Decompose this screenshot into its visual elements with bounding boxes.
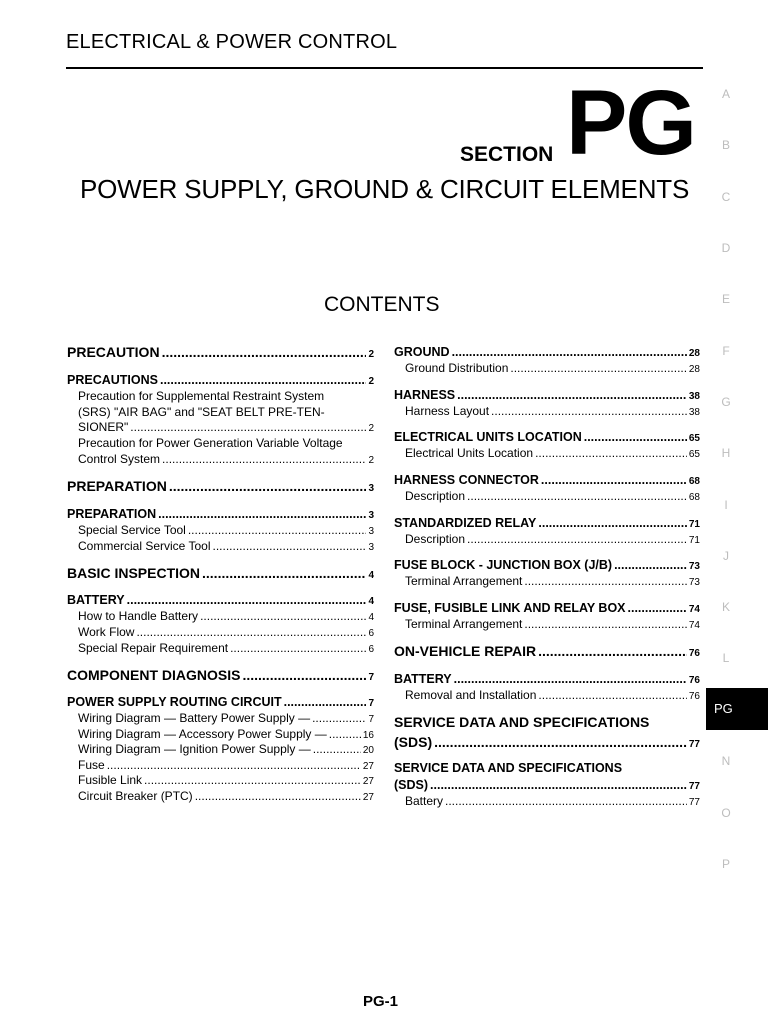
toc-entry[interactable]: Terminal Arrangement ..... 73	[394, 574, 700, 588]
toc-entry[interactable]: BATTERY ..... 76	[394, 672, 700, 686]
header-rule	[66, 67, 703, 69]
toc-entry[interactable]: (SDS) ..... 77	[394, 778, 700, 792]
toc-entry[interactable]: PREPARATION ..... 3	[67, 478, 374, 494]
toc-entry[interactable]: HARNESS CONNECTOR ..... 68	[394, 473, 700, 487]
toc-entry[interactable]: Wiring Diagram — Accessory Power Supply — ..... 16	[67, 727, 374, 741]
side-index-d[interactable]: D	[721, 241, 731, 255]
toc-entry[interactable]: ON-VEHICLE REPAIR ..... 76	[394, 643, 700, 659]
toc-entry[interactable]: COMPONENT DIAGNOSIS ..... 7	[67, 667, 374, 683]
side-index-h[interactable]: H	[721, 446, 731, 460]
side-index-a[interactable]: A	[721, 87, 730, 101]
toc-entry[interactable]: FUSE BLOCK - JUNCTION BOX (J/B) ..... 73	[394, 558, 700, 572]
toc-entry[interactable]: BATTERY ..... 4	[67, 593, 374, 607]
toc-entry[interactable]: Electrical Units Location ..... 65	[394, 446, 700, 460]
toc-entry[interactable]: Harness Layout ..... 38	[394, 404, 700, 418]
side-index-c[interactable]: C	[721, 190, 731, 204]
toc-entry[interactable]: (SDS) ..... 77	[394, 734, 700, 750]
toc-entry[interactable]: Special Repair Requirement ..... 6	[67, 641, 374, 655]
toc-entry[interactable]: Removal and Installation ..... 76	[394, 688, 700, 702]
toc-entry[interactable]: Description ..... 71	[394, 532, 700, 546]
toc-entry[interactable]: Special Service Tool ..... 3	[67, 523, 374, 537]
section-code: PG	[566, 72, 695, 174]
side-index-active-tab[interactable]	[706, 688, 768, 730]
side-index-active-label: PG	[714, 701, 733, 716]
toc-entry[interactable]: Control System ..... 2	[67, 452, 374, 466]
toc-entry[interactable]: Commercial Service Tool ..... 3	[67, 539, 374, 553]
toc-entry[interactable]: PRECAUTION ..... 2	[67, 344, 374, 360]
side-index-o[interactable]: O	[721, 806, 731, 820]
page-number: PG-1	[363, 993, 399, 1010]
toc-entry[interactable]: Fuse ..... 27	[67, 758, 374, 772]
contents-title: CONTENTS	[324, 293, 440, 316]
header-title: ELECTRICAL & POWER CONTROL	[66, 31, 398, 53]
toc-entry[interactable]: STANDARDIZED RELAY ..... 71	[394, 516, 700, 530]
toc-entry[interactable]: Battery ..... 77	[394, 794, 700, 808]
side-index-n[interactable]: N	[721, 754, 731, 768]
toc-entry-line[interactable]: (SRS) "AIR BAG" and "SEAT BELT PRE-TEN-	[78, 405, 325, 419]
toc-entry[interactable]: BASIC INSPECTION ..... 4	[67, 565, 374, 581]
toc-entry[interactable]: PREPARATION ..... 3	[67, 507, 374, 521]
side-index-j[interactable]: J	[723, 549, 729, 563]
toc-entry-line[interactable]: Precaution for Supplemental Restraint System	[78, 389, 325, 403]
toc-entry-line[interactable]: SERVICE DATA AND SPECIFICATIONS	[394, 714, 650, 730]
toc-entry[interactable]: Wiring Diagram — Ignition Power Supply — ..... 20	[67, 742, 374, 756]
toc-entry[interactable]: Wiring Diagram — Battery Power Supply — ..... 7	[67, 711, 374, 725]
side-index-e[interactable]: E	[721, 292, 730, 306]
toc-entry[interactable]: POWER SUPPLY ROUTING CIRCUIT ..... 7	[67, 695, 374, 709]
toc-entry[interactable]: How to Handle Battery ..... 4	[67, 609, 374, 623]
toc-entry[interactable]: GROUND ..... 28	[394, 345, 700, 359]
toc-entry-line[interactable]: SERVICE DATA AND SPECIFICATIONS	[394, 761, 623, 775]
side-index-f[interactable]: F	[722, 344, 730, 358]
side-index-k[interactable]: K	[721, 600, 730, 614]
side-index-g[interactable]: G	[721, 395, 731, 409]
side-index	[706, 0, 768, 1024]
toc-entry[interactable]: PRECAUTIONS ..... 2	[67, 373, 374, 387]
toc-entry[interactable]: Terminal Arrangement ..... 74	[394, 617, 700, 631]
toc-entry[interactable]: HARNESS ..... 38	[394, 388, 700, 402]
section-label: SECTION	[460, 143, 554, 166]
toc-entry[interactable]: Work Flow ..... 6	[67, 625, 374, 639]
side-index-l[interactable]: L	[722, 651, 730, 665]
toc-entry[interactable]: ELECTRICAL UNITS LOCATION ..... 65	[394, 430, 700, 444]
side-index-b[interactable]: B	[721, 138, 730, 152]
toc-entry[interactable]: Description ..... 68	[394, 489, 700, 503]
toc-entry[interactable]: SIONER" ..... 2	[67, 420, 374, 434]
toc-entry-line[interactable]: Precaution for Power Generation Variable Voltage	[78, 436, 343, 450]
toc-entry[interactable]: Circuit Breaker (PTC) ..... 27	[67, 789, 374, 803]
side-index-p[interactable]: P	[721, 857, 730, 871]
toc-entry[interactable]: Fusible Link ..... 27	[67, 773, 374, 787]
toc-entry[interactable]: Ground Distribution ..... 28	[394, 361, 700, 375]
section-title: POWER SUPPLY, GROUND & CIRCUIT ELEMENTS	[80, 174, 690, 204]
side-index-i[interactable]: I	[724, 498, 728, 512]
toc-entry[interactable]: FUSE, FUSIBLE LINK AND RELAY BOX ..... 74	[394, 601, 700, 615]
